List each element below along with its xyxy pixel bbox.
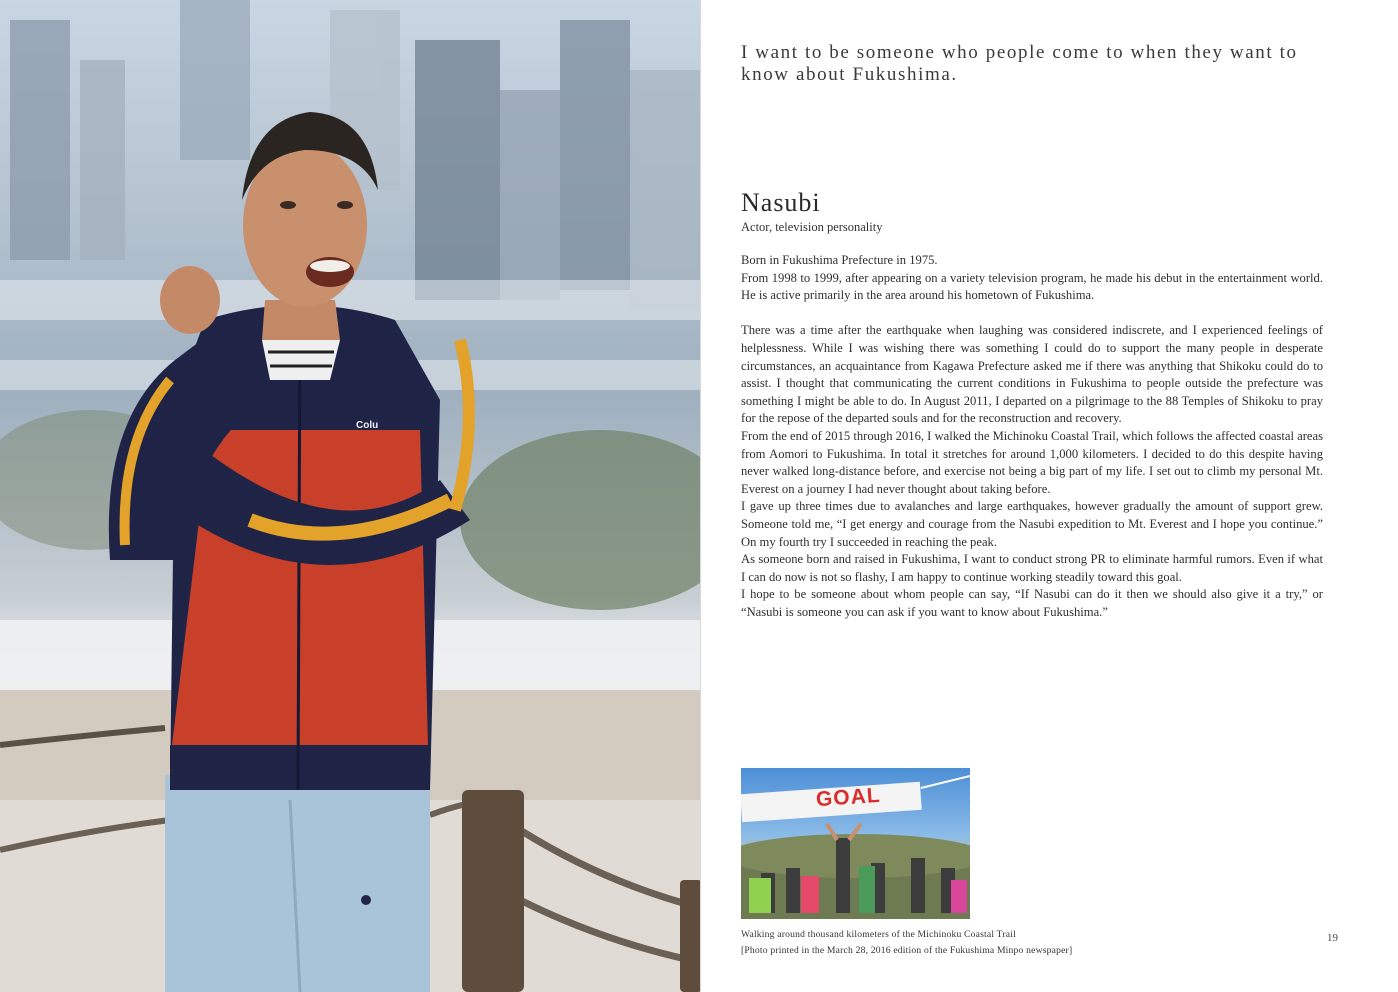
bio-paragraph: I hope to be someone about whom people can say, “If Nasubi can do it then we should also give it a try,” or “Nasubi is someone you can ask if you want to know about Fukushima.” (741, 587, 1323, 619)
profile-role: Actor, television personality (741, 220, 883, 234)
goal-banner-text: GOAL (815, 783, 882, 812)
bio-paragraph: Born in Fukushima Prefecture in 1975. (741, 253, 938, 267)
article-panel (700, 0, 1398, 992)
caption-line: [Photo printed in the March 28, 2016 edition of the Fukushima Minpo newspaper] (741, 945, 1073, 956)
profile-name: Nasubi (741, 188, 821, 217)
pull-quote: I want to be someone who people come to when they want to know about Fukushima. (741, 42, 1298, 85)
bio-paragraph: From the end of 2015 through 2016, I walked the Michinoku Coastal Trail, which follows the affected coastal areas from Aomori to Fukushima. In total it stretches for around 1,000 kilometers. I decided to do this despite having never walked long-distance before, and exercise not being a big part of my life. I set out to climb my personal Mt. Everest on a journey I had never thought about taking before. (741, 428, 1323, 496)
bio-paragraph: There was a time after the earthquake when laughing was considered indiscrete, and I experienced feelings of helplessness. While I was wishing there was something I could do to support the many people in desperate circumstances, an acquaintance from Kagawa Prefecture asked me if there was anything that Shikoku could do to assist. I thought that communicating the current conditions in Fukushima to people outside the prefecture was something I might be able to do. In August 2011, I departed on a pilgrimage to the 88 Temples of Shikoku to pray for the repose of the departed souls and for the reconstruction and recovery. (741, 323, 1323, 426)
page-number: 19 (1327, 932, 1338, 944)
biography (741, 252, 1323, 621)
caption-line: Walking around thousand kilometers of the Michinoku Coastal Trail (741, 929, 1016, 940)
photo-caption (741, 927, 1241, 959)
bio-paragraph: As someone born and raised in Fukushima, I want to conduct strong PR to eliminate harmful rumors. Even if what I can do now is not so flashy, I am happy to continue working steadily toward this goal. (741, 552, 1323, 584)
bio-paragraph: I gave up three times due to avalanches and large earthquakes, however gradually the amount of support grew. Someone told me, “I get energy and courage from the Nasubi expedition to Mt. Everest and I hope you continue.” On my fourth try I succeeded in reaching the peak. (741, 499, 1323, 549)
jacket-logo: Colu (356, 420, 379, 431)
goal-photo (741, 768, 970, 919)
bio-paragraph: From 1998 to 1999, after appearing on a variety television program, he made his debut in the entertainment world. He is active primarily in the area around his hometown of Fukushima. (741, 270, 1323, 303)
